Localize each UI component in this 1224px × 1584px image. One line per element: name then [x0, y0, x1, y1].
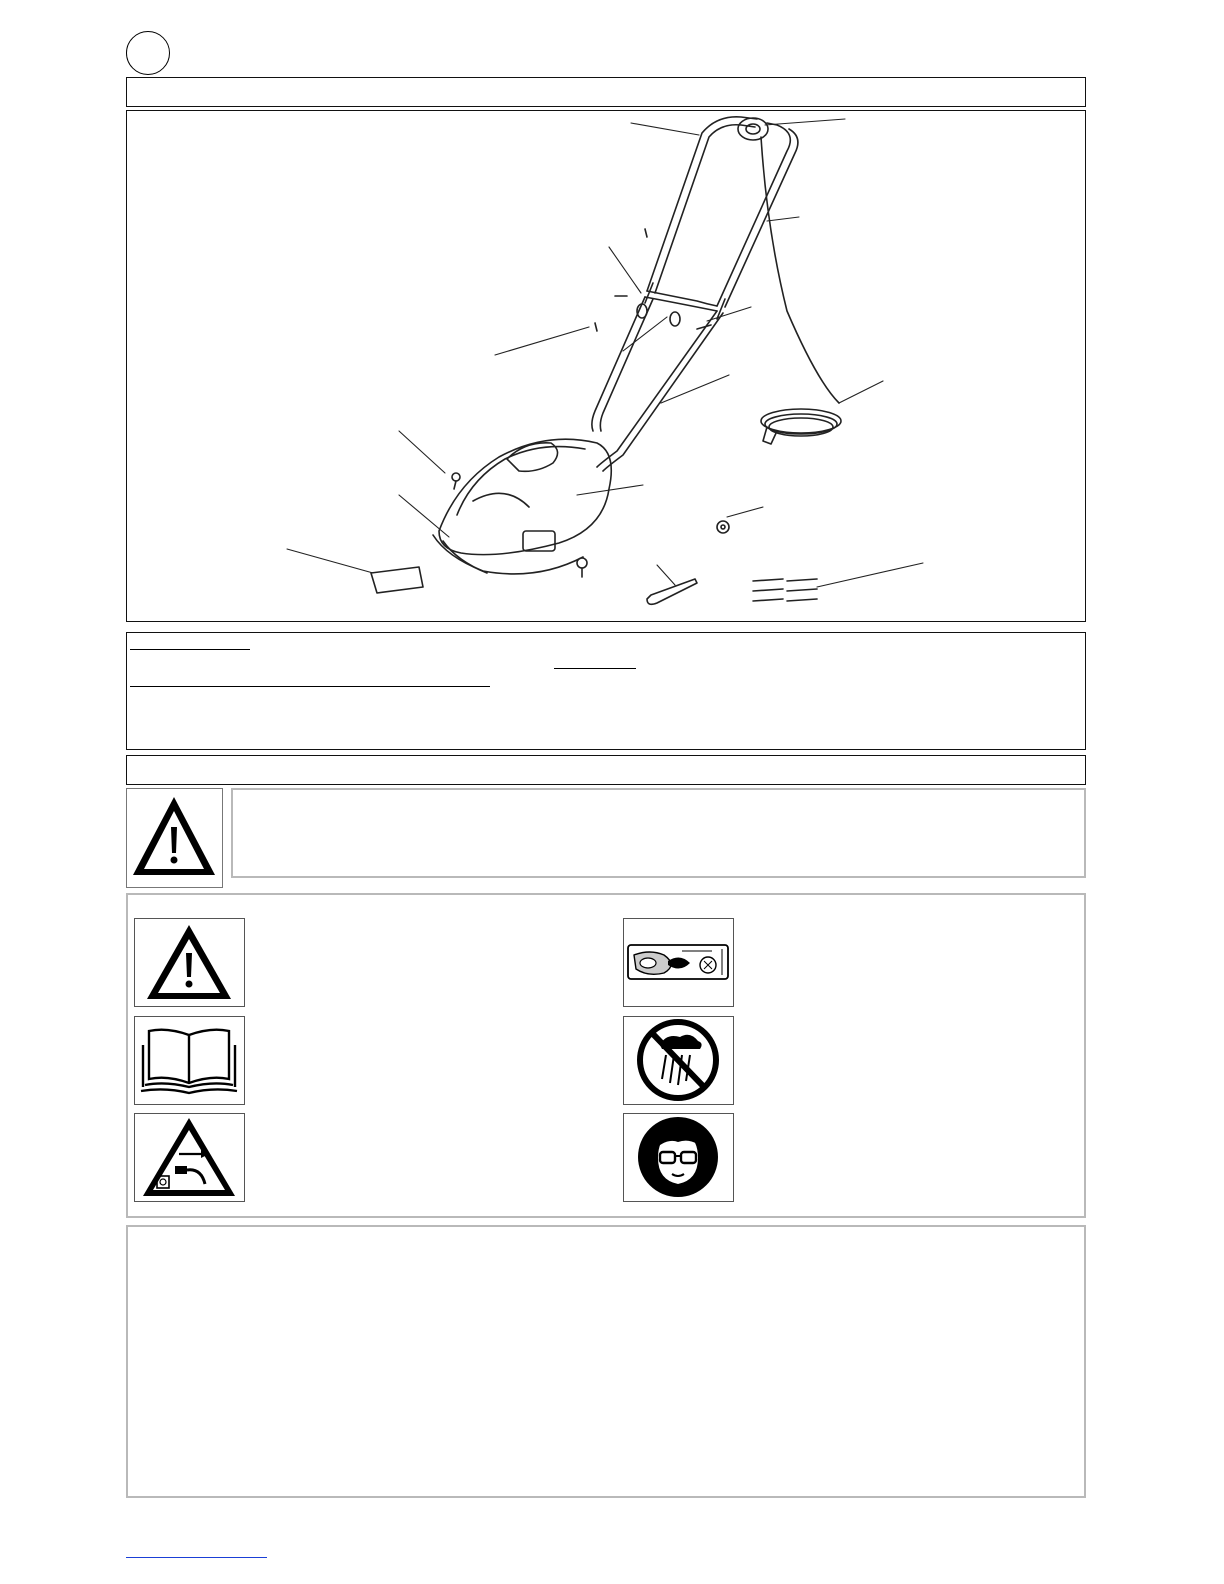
parts-illustration-frame	[126, 110, 1086, 622]
symbol-tile-no-rain	[623, 1016, 734, 1105]
underline-heading-2	[554, 668, 636, 669]
instructions-box	[126, 1225, 1086, 1498]
lawnmower-exploded-diagram	[127, 111, 1085, 621]
parts-list-box	[126, 632, 1086, 750]
footer-link[interactable]	[126, 1557, 267, 1558]
no-rain-icon	[624, 1017, 732, 1103]
read-manual-icon	[135, 1017, 243, 1103]
upper-handle	[645, 117, 798, 319]
blade-disc	[717, 521, 729, 533]
spare-blades	[753, 579, 817, 601]
symbol-tile-eye-protection	[623, 1113, 734, 1202]
symbol-tile-unplug	[134, 1113, 245, 1202]
blade-stop-label-icon	[624, 919, 732, 1005]
general-warning-tile	[126, 788, 223, 888]
eye-protection-icon	[624, 1114, 732, 1200]
hardware-screws	[595, 229, 711, 331]
language-badge	[126, 31, 170, 75]
underline-heading-1	[130, 649, 250, 650]
unplug-cable-icon	[135, 1114, 243, 1200]
leader-lines	[287, 119, 923, 587]
symbol-tile-manual	[134, 1016, 245, 1105]
lower-handle	[592, 291, 723, 471]
instruction-card	[371, 567, 423, 593]
warning-triangle-icon	[127, 789, 221, 886]
header-bar	[126, 77, 1086, 107]
spanner-tool	[647, 579, 697, 604]
symbol-tile-blade-stop	[623, 918, 734, 1007]
warning-triangle-icon	[135, 919, 243, 1005]
safety-header-bar	[126, 755, 1086, 785]
symbol-tile-warning	[134, 918, 245, 1007]
symbols-panel	[126, 893, 1086, 1218]
mower-housing	[433, 439, 611, 577]
general-warning-text-box	[231, 788, 1086, 878]
underline-heading-3	[130, 686, 490, 687]
